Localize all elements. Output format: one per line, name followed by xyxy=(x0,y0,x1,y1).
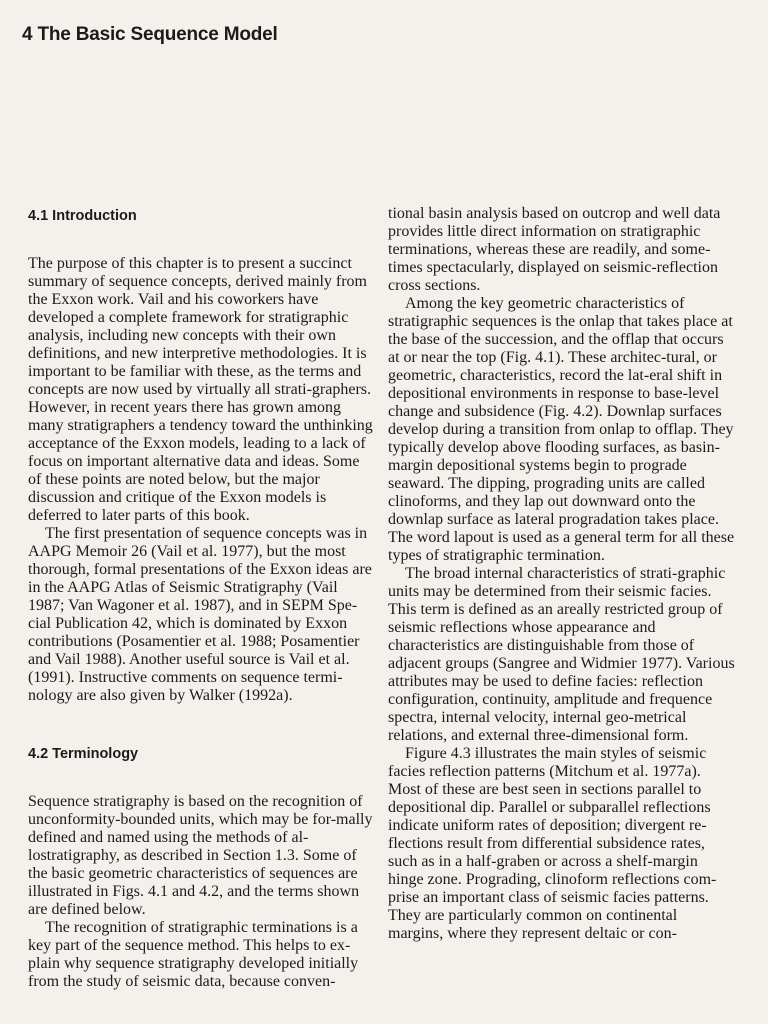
paragraph: The recognition of stratigraphic terminations is a key part of the sequence method. This helps to ex-plain why sequence stratigraphy developed initially from the study of seismic data, because conven- xyxy=(28,919,359,990)
chapter-title: 4 The Basic Sequence Model xyxy=(22,24,278,45)
section-heading-terminology: 4.2 Terminology xyxy=(28,746,139,762)
paragraph: Sequence stratigraphy is based on the recognition of unconformity-bounded units, which may be for-mally defined and named using the methods of al-lostratigraphy, as described in Section 1.3. Some of the basic geometric characteristics of sequences are illustrated in Figs. 4.1 and 4.2, and the terms shown are defined below. xyxy=(28,793,373,918)
paragraph: Among the key geometric characteristics of stratigraphic sequences is the onlap that takes place at the base of the succession, and the offlap that occurs at or near the top (Fig. 4.1). These architec-tural, or geometric, characteristics, record the lat-eral shift in depositional environments in response to base-level change and subsidence (Fig. 4.2). Downlap surfaces develop during a transition from onlap to offlap. They typically develop above flooding surfaces, as basin-margin depositional systems begin to prograde seaward. The dipping, prograding units are called clinoforms, and they lap out downward onto the downlap surface as lateral progradation takes place. The word lapout is used as a general term for all these types of stratigraphic termination. xyxy=(388,295,735,564)
paragraph: The broad internal characteristics of strati-graphic units may be determined from their seismic facies. This term is defined as an areally restricted group of seismic reflections whose appearance and characteristics are distinguishable from those of adjacent groups (Sangree and Widmier 1977). Various attributes may be used to define facies: reflection configuration, continuity, amplitude and frequence spectra, internal velocity, internal geo-metrical relations, and external three-dimensional form. xyxy=(388,565,735,744)
introduction-body xyxy=(28,255,374,705)
paragraph: Figure 4.3 illustrates the main styles of seismic facies reflection patterns (Mitchum et al. 1977a). Most of these are best seen in sections parallel to depositional dip. Parallel or subparallel reflections indicate uniform rates of deposition; divergent re-flections result from differential subsidence rates, such as in a half-graben or across a shelf-margin hinge zone. Prograding, clinoform reflections com-prise an important class of seismic facies patterns. They are particularly common on continental margins, where they represent deltaic or con- xyxy=(388,745,717,942)
section-heading-introduction: 4.1 Introduction xyxy=(28,208,137,224)
paragraph: The first presentation of sequence concepts was in AAPG Memoir 26 (Vail et al. 1977), but the most thorough, formal presentations of the Exxon ideas are in the AAPG Atlas of Seismic Stratigraphy (Vail 1987; Van Wagoner et al. 1987), and in SEPM Spe-cial Publication 42, which is dominated by Exxon contributions (Posamentier et al. 1988; Posamentier and Vail 1988). Another useful source is Vail et al. (1991). Instructive comments on sequence termi-nology are also given by Walker (1992a). xyxy=(28,525,372,704)
paragraph: The purpose of this chapter is to present a succinct summary of sequence concepts, derived mainly from the Exxon work. Vail and his coworkers have developed a complete framework for stratigraphic analysis, including new concepts with their own definitions, and new interpretive methodologies. It is important to be familiar with these, as the terms and concepts are now used by virtually all strati-graphers. However, in recent years there has grown among many stratigraphers a tendency toward the unthinking acceptance of the Exxon models, leading to a lack of focus on important alternative data and ideas. Some of these points are noted below, but the major discussion and critique of the Exxon models is deferred to later parts of this book. xyxy=(28,255,373,524)
terminology-body xyxy=(28,793,374,991)
paragraph: tional basin analysis based on outcrop and well data provides little direct information on stratigraphic terminations, whereas these are readily, and some-times spectacularly, displayed on seismic-reflection cross sections. xyxy=(388,205,721,294)
right-column-body xyxy=(388,205,736,943)
